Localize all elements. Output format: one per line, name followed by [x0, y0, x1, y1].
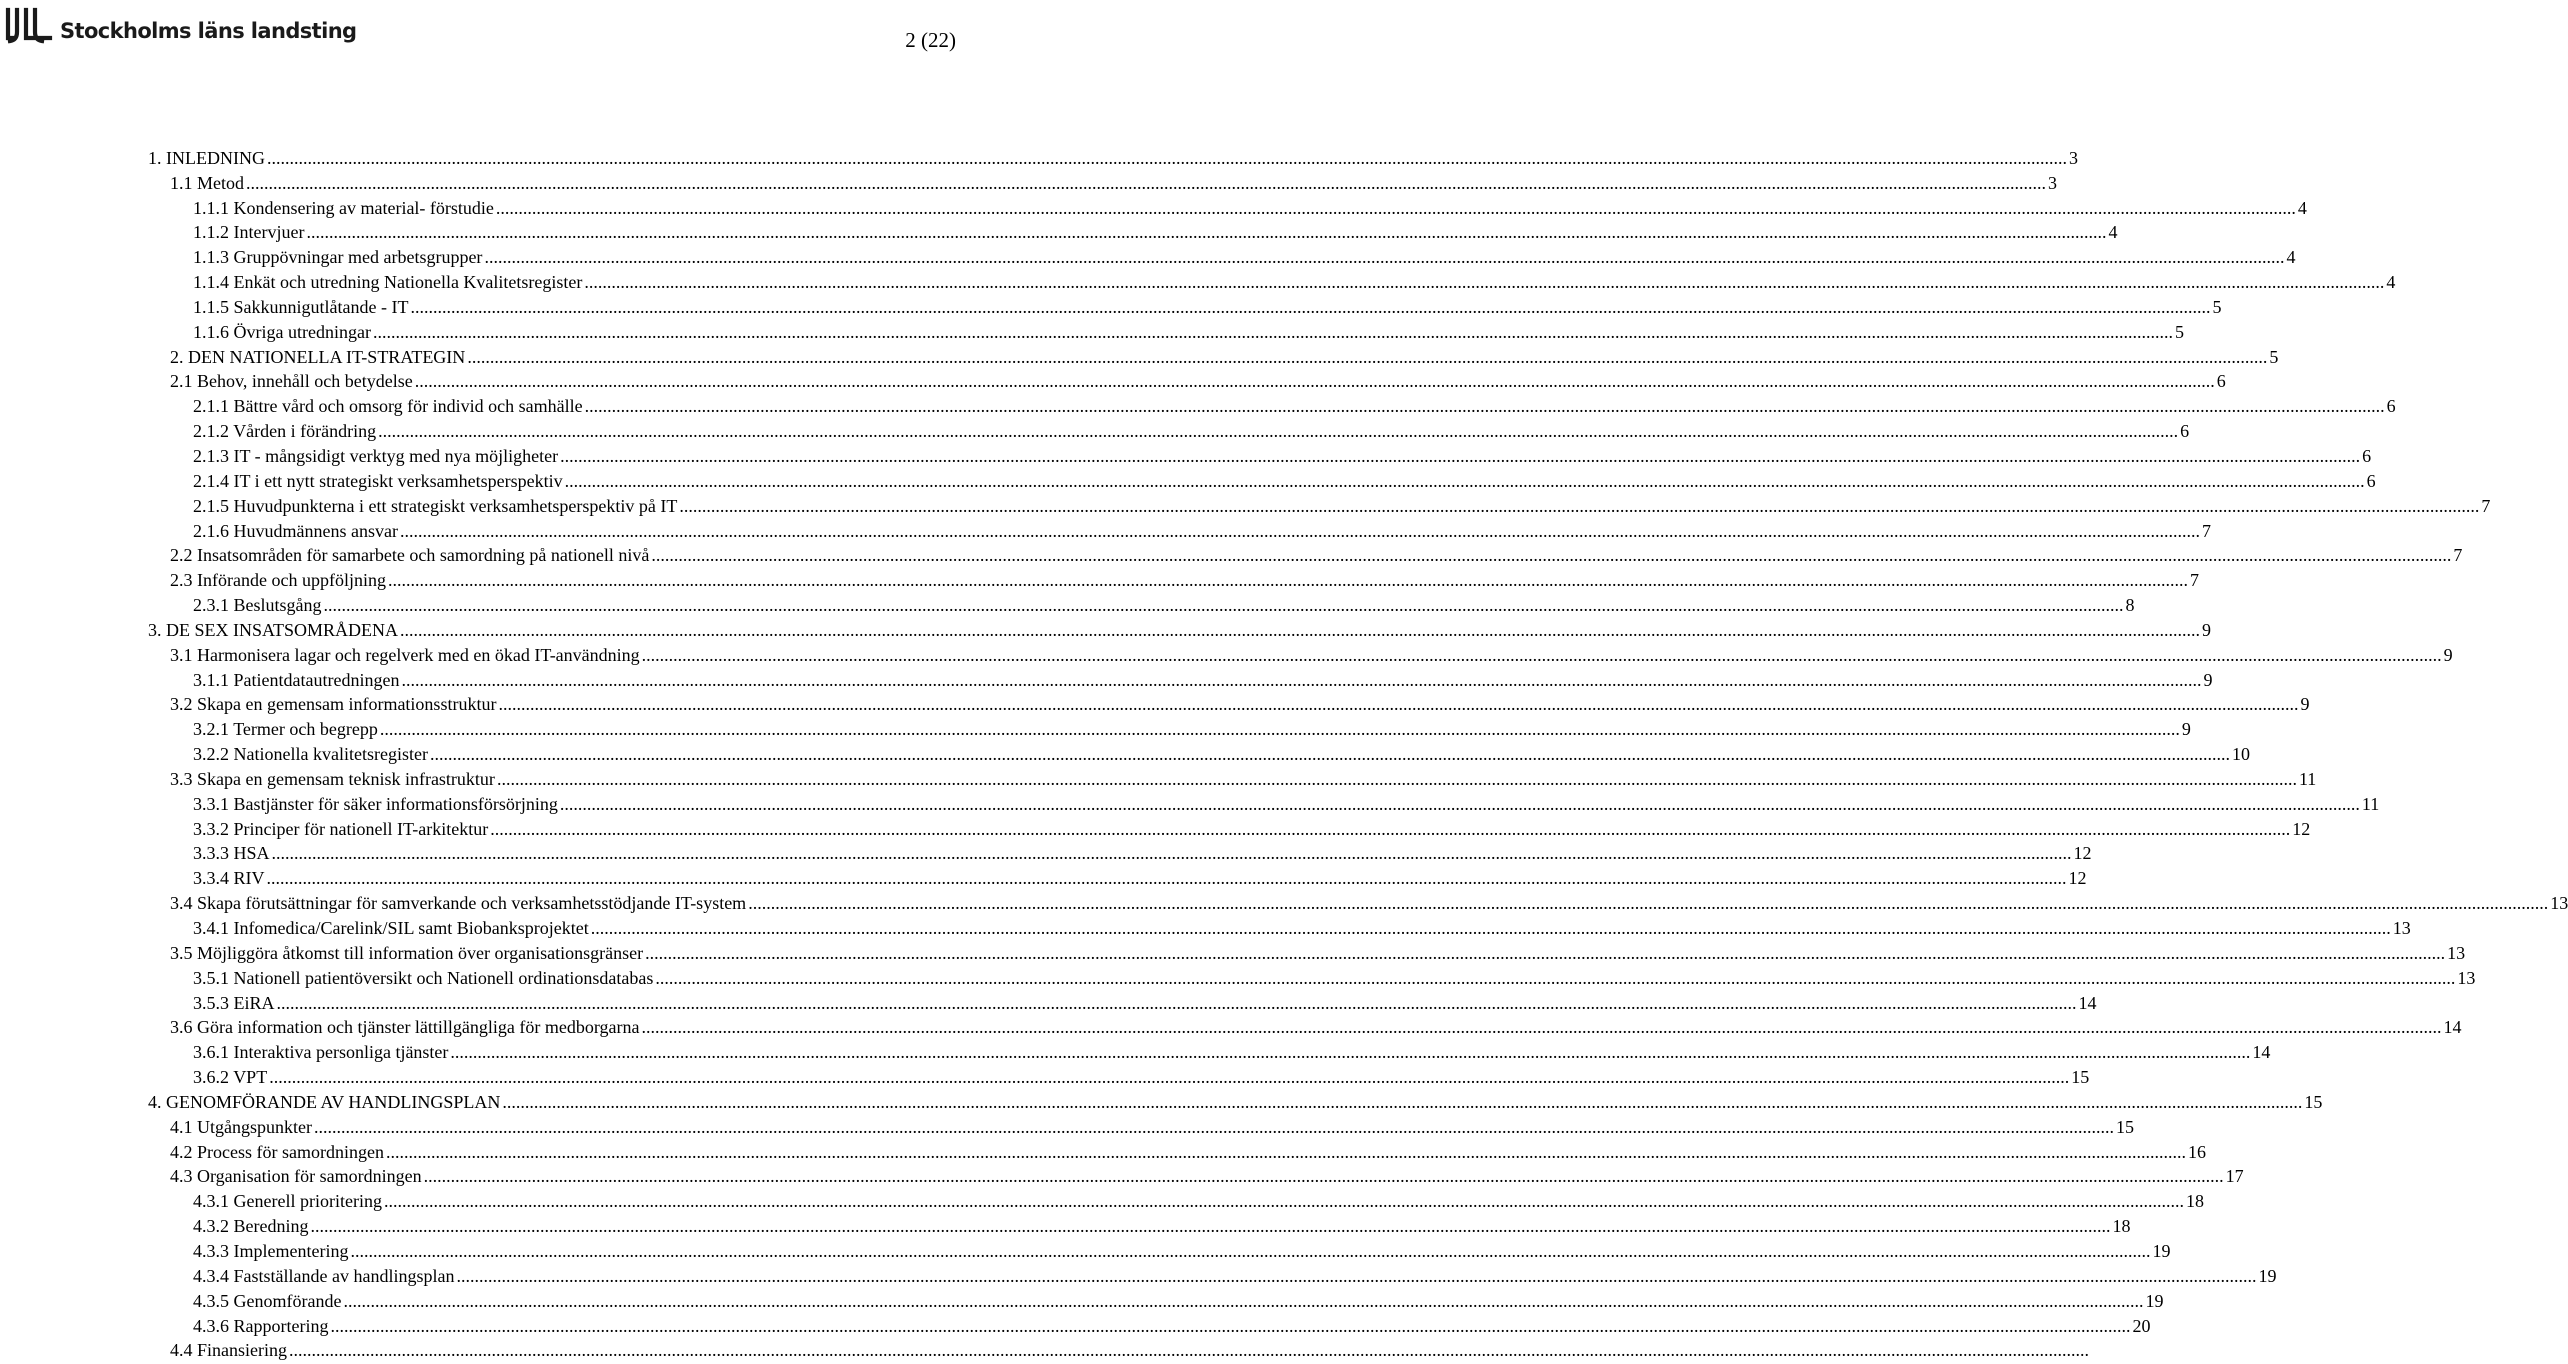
toc-entry-title — [148, 1092, 500, 1112]
toc-dot-leader: ................................................................................................................................................................................................................................................................................................................................................................................................................ — [350, 1240, 2151, 1261]
toc-entry-number: 4.3.6 — [193, 1315, 229, 1336]
toc-dot-leader: ................................................................................................................................................................................................................................................................................................................................................................................................................ — [269, 1067, 2070, 1088]
toc-dot-leader: ................................................................................................................................................................................................................................................................................................................................................................................................................ — [266, 147, 2067, 168]
toc-dot-leader: ................................................................................................................................................................................................................................................................................................................................................................................................................ — [484, 247, 2285, 268]
toc-entry-title — [170, 570, 386, 590]
toc-dot-leader: ................................................................................................................................................................................................................................................................................................................................................................................................................ — [502, 1091, 2303, 1112]
toc-entry-title — [193, 1266, 454, 1286]
toc-dot-leader: ................................................................................................................................................................................................................................................................................................................................................................................................................ — [399, 520, 2200, 541]
toc-entry-text: Termer och begrepp — [233, 719, 378, 740]
toc-dot-leader: ................................................................................................................................................................................................................................................................................................................................................................................................................ — [401, 669, 2202, 690]
toc-entry-number: 3.1 — [170, 644, 193, 665]
toc-entry-title — [193, 794, 558, 814]
toc-page-number: 16 — [2187, 1141, 2206, 1162]
toc-entry-number: 3.2.1 — [193, 719, 229, 740]
toc-entry-text: Gruppövningar med arbetsgrupper — [233, 247, 483, 268]
toc-entry-title — [170, 694, 496, 714]
toc-entry-text: Vården i förändring — [233, 421, 377, 442]
sll-logo-icon — [4, 8, 54, 44]
toc-dot-leader: ................................................................................................................................................................................................................................................................................................................................................................................................................ — [641, 1017, 2442, 1038]
toc-entry-text: EiRA — [233, 992, 275, 1013]
toc-dot-leader: ................................................................................................................................................................................................................................................................................................................................................................................................................ — [330, 1315, 2131, 1336]
toc-entry[interactable] — [0, 491, 2491, 516]
toc-entry[interactable] — [0, 1286, 2164, 1311]
toc-entry[interactable] — [0, 665, 2213, 690]
toc-entry-title — [193, 297, 408, 317]
toc-entry[interactable] — [0, 1311, 2151, 1336]
toc-entry[interactable] — [0, 292, 2222, 317]
toc-page-number: 11 — [2361, 793, 2380, 814]
toc-entry-title — [170, 371, 413, 391]
toc-page-number: 7 — [2189, 570, 2199, 591]
toc-entry-number: 2.1.3 — [193, 445, 229, 466]
toc-page-number: 14 — [2443, 1017, 2462, 1038]
toc-entry-title — [193, 1316, 328, 1336]
toc-entry-title — [170, 1017, 640, 1037]
organization-name: Stockholms läns landsting — [60, 19, 357, 43]
toc-entry[interactable] — [0, 516, 2211, 541]
toc-entry-title — [193, 521, 398, 541]
toc-dot-leader: ................................................................................................................................................................................................................................................................................................................................................................................................................ — [564, 470, 2365, 491]
toc-entry-text: Skapa en gemensam teknisk infrastruktur — [197, 768, 495, 789]
toc-dot-leader: ................................................................................................................................................................................................................................................................................................................................................................................................................ — [456, 1265, 2257, 1286]
toc-entry-number: 2.3.1 — [193, 595, 229, 616]
toc-entry[interactable] — [0, 267, 2396, 293]
toc-page-number: 14 — [2078, 992, 2097, 1013]
toc-page-number: 19 — [2258, 1265, 2277, 1286]
toc-entry-text: Beslutsgång — [233, 595, 322, 616]
toc-entry[interactable] — [0, 342, 2279, 367]
toc-page-number: 20 — [2132, 1315, 2151, 1336]
toc-page-number: 6 — [2216, 371, 2226, 392]
toc-entry-text: VPT — [233, 1067, 268, 1088]
toc-dot-leader: ................................................................................................................................................................................................................................................................................................................................................................................................................ — [584, 396, 2385, 417]
toc-dot-leader: ................................................................................................................................................................................................................................................................................................................................................................................................................ — [246, 172, 2046, 193]
toc-dot-leader: ................................................................................................................................................................................................................................................................................................................................................................................................................ — [385, 1141, 2186, 1162]
toc-entry-number: 1.1.4 — [193, 272, 229, 293]
toc-entry[interactable] — [0, 690, 2310, 715]
toc-entry-text: Enkät och utredning Nationella Kvalitetsregister — [233, 272, 583, 293]
toc-entry-text: Skapa förutsättningar för samverkande och verksamhetsstödjande IT-system — [197, 893, 747, 914]
toc-entry-text: Utgångspunkter — [197, 1116, 312, 1137]
toc-entry-title — [193, 719, 378, 739]
toc-entry-text: Huvudpunkterna i ett strategiskt verksamhetsperspektiv på IT — [233, 495, 678, 516]
toc-entry-text: Metod — [197, 172, 244, 193]
toc-entry-text: Bastjänster för säker informationsförsörjning — [233, 793, 558, 814]
toc-dot-leader: ................................................................................................................................................................................................................................................................................................................................................................................................................ — [266, 868, 2067, 889]
toc-page-number: 15 — [2115, 1116, 2134, 1137]
toc-page-number: 10 — [2231, 744, 2250, 765]
toc-dot-leader: ................................................................................................................................................................................................................................................................................................................................................................................................................ — [310, 1216, 2111, 1237]
toc-entry-number: 4.3.4 — [193, 1265, 229, 1286]
toc-page-number: 12 — [2292, 818, 2311, 839]
toc-page-number: 11 — [2298, 768, 2317, 789]
toc-entry-text: Huvudmännens ansvar — [233, 520, 398, 541]
toc-page-number: 6 — [2180, 421, 2190, 442]
toc-entry-number: 4.3.2 — [193, 1216, 229, 1237]
toc-entry-number: 3.6.1 — [193, 1042, 229, 1063]
toc-page-number: 19 — [2145, 1290, 2164, 1311]
toc-entry-text: Interaktiva personliga tjänster — [233, 1042, 449, 1063]
toc-entry-number: 4.3 — [170, 1166, 193, 1187]
toc-entry[interactable] — [0, 1261, 2277, 1286]
toc-entry[interactable] — [0, 1013, 2462, 1038]
toc-entry-number: 1.1 — [170, 172, 193, 193]
toc-dot-leader: ................................................................................................................................................................................................................................................................................................................................................................................................................ — [289, 1340, 2089, 1361]
toc-page-number: 9 — [2181, 719, 2191, 740]
toc-dot-leader: ................................................................................................................................................................................................................................................................................................................................................................................................................ — [641, 644, 2442, 665]
toc-entry-number: 2.2 — [170, 545, 193, 566]
toc-entry[interactable] — [0, 317, 2184, 342]
toc-entry[interactable] — [0, 640, 2453, 665]
toc-dot-leader: ................................................................................................................................................................................................................................................................................................................................................................................................................ — [560, 445, 2361, 466]
toc-entry-title — [170, 893, 746, 913]
toc-entry-title — [170, 645, 640, 665]
toc-entry[interactable] — [0, 789, 2380, 814]
toc-page-number: 4 — [2297, 197, 2307, 218]
toc-entry-title — [170, 1166, 422, 1186]
toc-entry-title — [193, 670, 399, 690]
toc-dot-leader: ................................................................................................................................................................................................................................................................................................................................................................................................................ — [313, 1116, 2114, 1137]
toc-entry-text: Finansiering — [197, 1340, 287, 1361]
toc-entry[interactable] — [0, 938, 2466, 963]
toc-entry-text: GENOMFÖRANDE AV HANDLINGSPLAN — [166, 1091, 501, 1112]
toc-entry-text: Göra information och tjänster lättillgängliga för medborgarna — [197, 1017, 640, 1038]
toc-entry[interactable] — [0, 1112, 2134, 1137]
toc-dot-leader: ................................................................................................................................................................................................................................................................................................................................................................................................................ — [429, 744, 2230, 765]
toc-entry-text: Principer för nationell IT-arkitektur — [233, 818, 489, 839]
toc-entry-text: DEN NATIONELLA IT-STRATEGIN — [188, 346, 466, 367]
toc-entry-number: 4.1 — [170, 1116, 193, 1137]
toc-entry-title — [170, 1340, 287, 1360]
toc-entry[interactable] — [0, 367, 2226, 392]
toc-entry-number: 3.2.2 — [193, 744, 229, 765]
toc-entry-number: 1.1.1 — [193, 197, 229, 218]
toc-entry-title — [193, 819, 488, 839]
toc-entry-number: 3.3.3 — [193, 843, 229, 864]
toc-entry[interactable] — [0, 1236, 2171, 1261]
toc-entry-text: Kondensering av material- förstudie — [233, 197, 494, 218]
toc-entry-text: Sakkunnigutlåtande - IT — [233, 296, 409, 317]
toc-entry[interactable] — [0, 1336, 2089, 1361]
toc-entry-title — [170, 347, 465, 367]
toc-dot-leader: ................................................................................................................................................................................................................................................................................................................................................................................................................ — [410, 296, 2211, 317]
toc-entry-number: 3.4.1 — [193, 918, 229, 938]
toc-entry-title — [170, 1142, 384, 1162]
toc-entry-number: 3.3.1 — [193, 793, 229, 814]
toc-entry-number: 2.1.2 — [193, 421, 229, 442]
toc-page-number: 14 — [2252, 1042, 2271, 1063]
toc-page-number: 5 — [2269, 346, 2279, 367]
toc-entry-title — [170, 173, 244, 193]
toc-entry-number: 3.4 — [170, 893, 193, 914]
toc-entry-title — [170, 545, 649, 565]
toc-entry[interactable] — [0, 242, 2296, 268]
toc-entry-text: IT i ett nytt strategiskt verksamhetsperspektiv — [233, 470, 563, 491]
toc-entry-text: RIV — [233, 868, 265, 889]
toc-page-number: 9 — [2443, 644, 2453, 665]
toc-page-number: 3 — [2068, 147, 2078, 168]
toc-entry-text: Nationell patientöversikt och Nationell ordinationsdatabas — [233, 967, 654, 988]
toc-dot-leader: ................................................................................................................................................................................................................................................................................................................................................................................................................ — [450, 1042, 2251, 1063]
toc-page-number: 15 — [2304, 1091, 2323, 1112]
toc-entry-number: 1.1.6 — [193, 321, 229, 342]
toc-entry-text: Process för samordningen — [197, 1141, 384, 1162]
toc-page-number: 4 — [2108, 222, 2118, 243]
toc-dot-leader: ................................................................................................................................................................................................................................................................................................................................................................................................................ — [651, 545, 2452, 566]
toc-entry-number: 2.1.6 — [193, 520, 229, 541]
toc-entry-text: HSA — [233, 843, 270, 864]
toc-entry-number: 4.4 — [170, 1340, 193, 1361]
toc-dot-leader: ................................................................................................................................................................................................................................................................................................................................................................................................................ — [590, 918, 2391, 938]
toc-page-number: 6 — [2386, 396, 2396, 417]
toc-entry-title — [148, 620, 398, 640]
toc-page-number: 4 — [2386, 272, 2396, 293]
toc-dot-leader: ................................................................................................................................................................................................................................................................................................................................................................................................................ — [400, 619, 2201, 640]
toc-entry[interactable] — [0, 391, 2396, 417]
toc-dot-leader: ................................................................................................................................................................................................................................................................................................................................................................................................................ — [496, 768, 2297, 789]
toc-page-number: 13 — [2550, 893, 2568, 914]
toc-dot-leader: ................................................................................................................................................................................................................................................................................................................................................................................................................ — [498, 694, 2299, 715]
toc-entry-title — [170, 1117, 312, 1137]
toc-dot-leader: ................................................................................................................................................................................................................................................................................................................................................................................................................ — [679, 495, 2480, 516]
toc-entry-title — [193, 843, 270, 863]
toc-entry[interactable] — [0, 863, 2087, 889]
toc-entry-number: 2.1 — [170, 371, 193, 392]
toc-entry-number: 4. — [148, 1091, 162, 1112]
toc-page-number: 7 — [2481, 495, 2491, 516]
toc-entry-number: 2.3 — [170, 570, 193, 591]
toc-entry[interactable] — [0, 888, 2568, 914]
toc-entry-number: 3. — [148, 619, 162, 640]
toc-dot-leader: ................................................................................................................................................................................................................................................................................................................................................................................................................ — [423, 1166, 2224, 1187]
toc-entry[interactable] — [0, 839, 2092, 864]
toc-entry[interactable] — [0, 466, 2376, 491]
toc-dot-leader: ................................................................................................................................................................................................................................................................................................................................................................................................................ — [343, 1290, 2144, 1311]
toc-entry-title — [193, 1191, 382, 1211]
toc-page-number: 7 — [2201, 520, 2211, 541]
toc-entry[interactable] — [0, 168, 2057, 193]
toc-dot-leader: ................................................................................................................................................................................................................................................................................................................................................................................................................ — [276, 992, 2077, 1013]
toc-entry-text: Genomförande — [233, 1290, 342, 1311]
toc-entry-text: Införande och uppföljning — [197, 570, 386, 591]
toc-page-number: 9 — [2300, 694, 2310, 715]
toc-entry-title — [193, 247, 482, 267]
toc-entry-title — [193, 421, 376, 441]
toc-entry-text: Bättre vård och omsorg för individ och samhälle — [233, 396, 583, 417]
toc-entry[interactable] — [0, 565, 2199, 591]
toc-entry[interactable] — [0, 764, 2317, 789]
toc-entry-title — [193, 222, 304, 242]
toc-entry-number: 3.2 — [170, 694, 193, 715]
toc-page-number: 3 — [2048, 172, 2057, 193]
toc-page-number: 6 — [2366, 470, 2376, 491]
toc-entry-number: 1. — [148, 147, 162, 168]
page-header — [0, 0, 960, 60]
toc-page-number: 4 — [2286, 247, 2296, 268]
toc-entry-number: 3.6 — [170, 1017, 193, 1038]
toc-dot-leader: ................................................................................................................................................................................................................................................................................................................................................................................................................ — [387, 570, 2188, 591]
table-of-contents — [0, 143, 2568, 1361]
toc-entry-title — [193, 1216, 308, 1236]
toc-page-number: 18 — [2112, 1216, 2131, 1237]
toc-page-number: 17 — [2225, 1166, 2244, 1187]
toc-page-number: 12 — [2068, 868, 2087, 889]
toc-entry-number: 3.3.4 — [193, 868, 229, 889]
toc-entry-title — [193, 744, 428, 764]
toc-entry-number: 3.5.1 — [193, 967, 229, 988]
toc-entry-text: Skapa en gemensam informationsstruktur — [197, 694, 497, 715]
toc-entry[interactable] — [0, 1062, 2090, 1088]
toc-entry[interactable] — [0, 963, 2476, 988]
toc-dot-leader: ................................................................................................................................................................................................................................................................................................................................................................................................................ — [271, 843, 2072, 864]
toc-entry[interactable] — [0, 1087, 2323, 1112]
toc-page-number: 8 — [2125, 595, 2135, 616]
toc-entry-text: Fastställande av handlingsplan — [233, 1265, 455, 1286]
toc-entry-number: 1.1.2 — [193, 222, 229, 243]
toc-entry-number: 3.5.3 — [193, 992, 229, 1013]
toc-page-number: 5 — [2212, 296, 2222, 317]
toc-entry[interactable] — [0, 1137, 2206, 1162]
toc-entry-text: Insatsområden för samarbete och samordning på nationell nivå — [197, 545, 650, 566]
toc-page-number: 9 — [2203, 669, 2213, 690]
toc-entry[interactable] — [0, 814, 2311, 839]
toc-entry[interactable] — [0, 714, 2191, 740]
toc-entry[interactable] — [0, 441, 2372, 466]
toc-entry[interactable] — [0, 913, 2411, 938]
toc-entry-text: Harmonisera lagar och regelverk med en ökad IT-användning — [197, 644, 640, 665]
toc-entry-title — [193, 1042, 448, 1062]
toc-dot-leader: ................................................................................................................................................................................................................................................................................................................................................................................................................ — [748, 893, 2549, 914]
toc-entry-text: Möjliggöra åtkomst till information över organisationsgränser — [197, 942, 644, 963]
toc-entry-text: Organisation för samordningen — [197, 1166, 422, 1187]
toc-entry-number: 4.3.1 — [193, 1191, 229, 1212]
toc-dot-leader: ................................................................................................................................................................................................................................................................................................................................................................................................................ — [490, 818, 2291, 839]
toc-entry-number: 1.1.3 — [193, 247, 229, 268]
toc-entry-number: 2.1.5 — [193, 495, 229, 516]
toc-entry-title — [193, 918, 589, 938]
toc-page-number: 13 — [2447, 942, 2466, 963]
toc-entry-title — [193, 446, 558, 466]
toc-page-number: 13 — [2392, 918, 2411, 938]
toc-entry[interactable] — [0, 988, 2097, 1013]
toc-entry-number: 4.3.3 — [193, 1240, 229, 1261]
toc-entry[interactable] — [0, 193, 2307, 218]
toc-dot-leader: ................................................................................................................................................................................................................................................................................................................................................................................................................ — [495, 197, 2296, 218]
toc-entry-title — [193, 868, 265, 888]
toc-entry[interactable] — [0, 416, 2190, 442]
toc-dot-leader: ................................................................................................................................................................................................................................................................................................................................................................................................................ — [645, 942, 2446, 963]
toc-entry-title — [193, 471, 563, 491]
toc-entry-title — [193, 993, 275, 1013]
toc-dot-leader: ................................................................................................................................................................................................................................................................................................................................................................................................................ — [378, 421, 2179, 442]
toc-dot-leader: ................................................................................................................................................................................................................................................................................................................................................................................................................ — [383, 1191, 2184, 1212]
toc-dot-leader: ................................................................................................................................................................................................................................................................................................................................................................................................................ — [372, 321, 2173, 342]
toc-page-number: 9 — [2202, 619, 2212, 640]
toc-entry-number: 4.3.5 — [193, 1290, 229, 1311]
toc-entry-title — [193, 322, 371, 342]
toc-dot-leader: ................................................................................................................................................................................................................................................................................................................................................................................................................ — [306, 222, 2107, 243]
toc-dot-leader: ................................................................................................................................................................................................................................................................................................................................................................................................................ — [584, 272, 2385, 293]
toc-entry[interactable] — [0, 590, 2135, 616]
toc-entry[interactable] — [0, 1162, 2244, 1187]
toc-page-number: 6 — [2362, 445, 2372, 466]
toc-entry-number: 2. — [170, 346, 184, 367]
toc-dot-leader: ................................................................................................................................................................................................................................................................................................................................................................................................................ — [655, 967, 2456, 988]
toc-entry-title — [193, 1067, 267, 1087]
toc-entry-title — [170, 769, 495, 789]
toc-entry-text: INLEDNING — [166, 147, 265, 168]
toc-entry-title — [193, 198, 494, 218]
toc-page-number: 12 — [2073, 843, 2092, 864]
toc-entry[interactable] — [0, 218, 2118, 243]
toc-entry-text: Generell prioritering — [233, 1191, 382, 1212]
toc-dot-leader: ................................................................................................................................................................................................................................................................................................................................................................................................................ — [379, 719, 2180, 740]
toc-entry-text: Infomedica/Carelink/SIL samt Biobanksprojektet — [233, 918, 589, 938]
toc-entry-number: 2.1.4 — [193, 470, 229, 491]
toc-entry-title — [193, 595, 322, 615]
toc-entry-number: 3.6.2 — [193, 1067, 229, 1088]
toc-entry-number: 1.1.5 — [193, 296, 229, 317]
toc-entry-text: Implementering — [233, 1240, 349, 1261]
toc-dot-leader: ................................................................................................................................................................................................................................................................................................................................................................................................................ — [323, 595, 2124, 616]
toc-dot-leader: ................................................................................................................................................................................................................................................................................................................................................................................................................ — [559, 793, 2360, 814]
toc-entry-text: Behov, innehåll och betydelse — [197, 371, 413, 392]
toc-entry-number: 2.1.1 — [193, 396, 229, 417]
toc-page-number: 15 — [2071, 1067, 2090, 1088]
toc-page-number: 13 — [2457, 967, 2476, 988]
toc-dot-leader: ................................................................................................................................................................................................................................................................................................................................................................................................................ — [467, 346, 2268, 367]
toc-entry-number: 3.3 — [170, 768, 193, 789]
toc-entry-number: 3.5 — [170, 942, 193, 963]
toc-entry-text: DE SEX INSATSOMRÅDENA — [166, 619, 399, 640]
toc-entry[interactable] — [0, 1211, 2131, 1237]
toc-entry-title — [193, 1241, 348, 1261]
toc-entry-title — [170, 943, 643, 963]
toc-entry[interactable] — [0, 1037, 2271, 1063]
toc-entry-title — [193, 496, 677, 516]
toc-page-number: 5 — [2174, 321, 2184, 342]
toc-page-number: 7 — [2453, 545, 2463, 566]
toc-entry-text: Övriga utredningar — [233, 321, 371, 342]
toc-entry-text: Beredning — [233, 1216, 309, 1237]
toc-entry-text: Rapportering — [233, 1315, 329, 1336]
toc-entry[interactable] — [0, 615, 2212, 640]
toc-entry-text: IT - mångsidigt verktyg med nya möjligheter — [233, 445, 559, 466]
toc-entry-title — [193, 968, 653, 988]
toc-entry-title — [193, 1291, 341, 1311]
toc-entry-title — [148, 148, 265, 168]
toc-entry[interactable] — [0, 1186, 2204, 1212]
toc-entry-text: Nationella kvalitetsregister — [233, 744, 428, 765]
toc-entry[interactable] — [0, 739, 2250, 765]
page-indicator: 2 (22) — [905, 28, 956, 52]
toc-entry[interactable] — [0, 541, 2463, 566]
toc-entry-number: 3.3.2 — [193, 818, 229, 839]
toc-entry-number: 3.1.1 — [193, 669, 229, 690]
toc-entry-number: 4.2 — [170, 1141, 193, 1162]
toc-entry[interactable] — [0, 143, 2078, 168]
toc-page-number: 18 — [2185, 1191, 2204, 1212]
toc-entry-text: Intervjuer — [233, 222, 305, 243]
toc-entry-title — [193, 272, 582, 292]
toc-dot-leader: ................................................................................................................................................................................................................................................................................................................................................................................................................ — [414, 371, 2215, 392]
toc-page-number: 19 — [2152, 1240, 2171, 1261]
toc-entry-text: Patientdatautredningen — [233, 669, 400, 690]
toc-entry-title — [193, 396, 583, 416]
